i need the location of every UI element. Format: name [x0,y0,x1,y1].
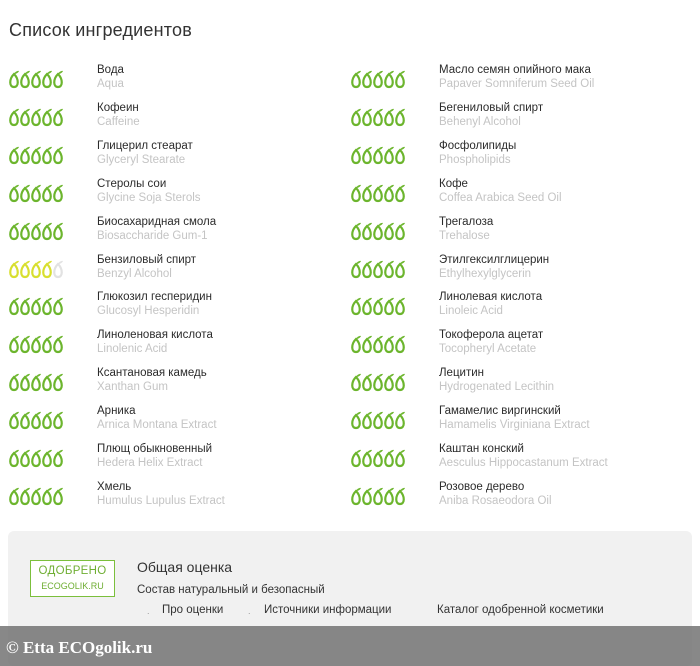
leaf-icon [396,412,405,428]
ingredient-name-ru: Гамамелис виргинский [439,405,561,417]
approved-badge[interactable] [30,560,115,597]
leaf-icon [396,374,405,390]
leaf-icon [352,298,361,314]
leaf-rating-icon [8,411,64,431]
badge-line2: ECOGOLIK.RU [41,581,104,591]
ingredient-name-ru: Масло семян опийного мака [439,64,591,76]
ingredient-item[interactable] [350,329,680,369]
leaf-icon [54,298,63,314]
ingredient-name-inci: Phospholipids [439,154,511,166]
ingredient-name-inci: Humulus Lupulus Extract [97,495,225,507]
link-about-ratings[interactable]: Про оценки [162,604,224,616]
ingredient-name-inci: Tocopheryl Acetate [439,343,537,355]
leaf-icon [374,488,383,504]
leaf-rating-icon [8,108,64,128]
ingredient-name-inci: Linoleic Acid [439,305,503,317]
leaf-icon [352,412,361,428]
leaf-icon [43,450,52,466]
leaf-icon [54,185,63,201]
ingredient-name-inci: Linolenic Acid [97,343,168,355]
leaf-icon [21,261,30,277]
leaf-icon [374,185,383,201]
leaf-icon [396,185,405,201]
ingredient-name-inci: Papaver Somniferum Seed Oil [439,78,595,90]
overall-rating-heading: Общая оценка [137,559,233,575]
leaf-icon [363,185,372,201]
leaf-icon [374,71,383,87]
leaf-rating-icon [8,184,64,204]
ingredient-name-ru: Розовое дерево [439,481,525,493]
ingredient-name-ru: Хмель [97,481,132,493]
leaf-icon [43,71,52,87]
leaf-icon [385,450,394,466]
leaf-icon [21,185,30,201]
leaf-icon [352,488,361,504]
leaf-icon [363,261,372,277]
ingredient-name-ru: Линолевая кислота [439,291,543,303]
leaf-icon [32,336,41,352]
leaf-icon [32,450,41,466]
ingredient-name-ru: Биосахаридная смола [97,216,217,228]
leaf-icon [396,298,405,314]
ingredient-rating [350,411,406,431]
ingredient-item[interactable] [8,405,338,445]
ingredient-name-inci: Hydrogenated Lecithin [439,381,555,393]
ingredient-rating [8,146,64,166]
ingredient-rating [350,108,406,128]
ingredient-name-inci: Hamamelis Virginiana Extract [439,419,590,431]
ingredient-item[interactable] [8,443,338,483]
leaf-icon [54,412,63,428]
ingredient-rating [350,335,406,355]
leaf-rating-icon [350,373,406,393]
ingredient-name-ru: Глюкозил гесперидин [97,291,212,303]
leaf-icon [32,374,41,390]
leaf-icon [374,109,383,125]
leaf-icon [363,374,372,390]
ingredient-rating [350,297,406,317]
leaf-icon [352,374,361,390]
ingredient-rating [8,108,64,128]
leaf-rating-icon [8,449,64,469]
leaf-rating-icon [350,449,406,469]
ingredient-name-inci: Behenyl Alcohol [439,116,521,128]
leaf-icon [385,412,394,428]
ingredient-rating [8,222,64,242]
ingredient-name-inci: Aniba Rosaeodora Oil [439,495,552,507]
leaf-icon [363,147,372,163]
leaf-icon [54,223,63,239]
leaf-icon [352,147,361,163]
ingredient-item[interactable] [350,291,680,331]
leaf-icon [363,223,372,239]
ingredient-item[interactable] [350,64,680,104]
leaf-icon [385,488,394,504]
leaf-rating-icon [350,108,406,128]
leaf-rating-icon [350,260,406,280]
ingredient-name-inci: Benzyl Alcohol [97,268,172,280]
leaf-rating-icon [8,487,64,507]
ingredient-rating [350,70,406,90]
leaf-icon [396,71,405,87]
ingredient-name-inci: Arnica Montana Extract [97,419,217,431]
leaf-icon [385,374,394,390]
ingredient-rating [8,297,64,317]
leaf-icon [54,109,63,125]
ingredient-name-ru: Кофе [439,178,468,190]
leaf-icon [32,298,41,314]
leaf-icon [32,261,41,277]
ingredient-name-ru: Линоленовая кислота [97,329,213,341]
leaf-icon [363,488,372,504]
ingredient-item[interactable] [8,329,338,369]
leaf-icon [363,412,372,428]
ingredient-name-ru: Ксантановая камедь [97,367,207,379]
leaf-icon [21,374,30,390]
ingredient-name-inci: Ethylhexylglycerin [439,268,532,280]
ingredient-rating [350,146,406,166]
leaf-icon [43,223,52,239]
leaf-icon [352,261,361,277]
leaf-icon [10,336,19,352]
leaf-icon [352,185,361,201]
ingredient-name-ru: Этилгексилглицерин [439,254,550,266]
leaf-icon [21,488,30,504]
leaf-icon [396,147,405,163]
page-title: Список ингредиентов [9,20,193,40]
leaf-icon [10,109,19,125]
leaf-icon [43,147,52,163]
ingredient-item[interactable] [350,405,680,445]
ingredient-name-ru: Каштан конский [439,443,524,455]
leaf-icon [396,336,405,352]
ingredient-item[interactable] [350,367,680,407]
leaf-icon [10,185,19,201]
leaf-rating-icon [8,297,64,317]
watermark-text: © Etta ECOgolik.ru [6,638,153,657]
leaf-icon [43,185,52,201]
leaf-icon [43,374,52,390]
link-bullet: . [147,606,150,616]
leaf-rating-icon [8,70,64,90]
ingredient-item[interactable] [8,367,338,407]
ingredient-rating [8,449,64,469]
leaf-icon [10,374,19,390]
link-approved-catalog[interactable]: Каталог одобренной косметики [437,604,604,616]
link-info-sources[interactable]: Источники информации [264,604,392,616]
ingredient-name-inci: Glyceryl Stearate [97,154,186,166]
ingredient-rating [8,260,64,280]
ingredient-item[interactable] [8,64,338,104]
leaf-icon [54,488,63,504]
leaf-icon [385,71,394,87]
leaf-icon [385,147,394,163]
leaf-icon [10,261,19,277]
ingredient-rating [8,335,64,355]
link-bullet: . [248,606,251,616]
leaf-icon [352,71,361,87]
leaf-icon [396,261,405,277]
ingredient-rating [8,411,64,431]
leaf-icon [21,71,30,87]
leaf-rating-icon [350,184,406,204]
leaf-icon [385,298,394,314]
ingredient-item[interactable] [8,481,338,521]
leaf-icon [396,488,405,504]
ingredient-name-inci: Trehalose [439,230,490,242]
leaf-icon [374,336,383,352]
ingredient-name-inci: Aesculus Hippocastanum Extract [439,457,608,469]
leaf-icon [54,450,63,466]
leaf-rating-icon [350,297,406,317]
ingredient-item[interactable] [350,216,680,256]
leaf-icon [21,336,30,352]
leaf-icon [363,450,372,466]
leaf-icon [32,488,41,504]
ingredient-item[interactable] [350,102,680,142]
ingredient-name-ru: Бегениловый спирт [439,102,544,114]
leaf-icon [54,147,63,163]
leaf-icon [10,71,19,87]
ingredient-name-inci: Hedera Helix Extract [97,457,203,469]
leaf-icon [43,261,52,277]
leaf-rating-icon [8,373,64,393]
leaf-icon [10,223,19,239]
leaf-icon [352,450,361,466]
leaf-icon [374,412,383,428]
leaf-icon [43,109,52,125]
ingredient-rating [8,373,64,393]
leaf-icon [10,147,19,163]
ingredient-name-ru: Фосфолипиды [439,140,517,152]
ingredient-rating [8,70,64,90]
leaf-icon [363,71,372,87]
leaf-icon [385,109,394,125]
leaf-rating-icon [350,146,406,166]
ingredient-item[interactable] [350,443,680,483]
badge-line1: ОДОБРЕНО [38,565,107,577]
ingredient-rating [8,487,64,507]
ingredient-rating [350,449,406,469]
leaf-icon [396,223,405,239]
leaf-icon [352,336,361,352]
ingredient-rating [350,260,406,280]
ingredient-name-ru: Стеролы сои [97,178,167,190]
leaf-icon [32,185,41,201]
leaf-icon [54,71,63,87]
leaf-rating-icon [8,222,64,242]
leaf-icon [32,147,41,163]
leaf-icon [352,223,361,239]
ingredient-item[interactable] [8,178,338,218]
ingredient-name-ru: Трегалоза [439,216,494,228]
ingredient-rating [350,222,406,242]
leaf-icon [363,109,372,125]
leaf-icon [43,298,52,314]
leaf-icon [21,298,30,314]
leaf-icon [32,223,41,239]
leaf-rating-icon [8,335,64,355]
ingredient-name-ru: Вода [97,64,124,76]
ingredient-name-ru: Плющ обыкновенный [97,443,213,455]
ingredient-name-ru: Кофеин [97,102,139,114]
ingredient-name-inci: Biosaccharide Gum-1 [97,230,208,242]
leaf-rating-icon [350,487,406,507]
leaf-icon [10,488,19,504]
leaf-icon [32,109,41,125]
ingredient-rating [350,487,406,507]
ingredient-name-ru: Арника [97,405,136,417]
leaf-icon [10,298,19,314]
verdict-text: Состав натуральный и безопасный [137,584,325,596]
ingredient-item[interactable] [350,178,680,218]
ingredient-name-inci: Aqua [97,78,124,90]
ingredient-name-inci: Coffea Arabica Seed Oil [439,192,562,204]
leaf-icon [10,412,19,428]
ingredient-item[interactable] [8,291,338,331]
leaf-icon [385,185,394,201]
ingredient-name-ru: Токоферола ацетат [439,329,544,341]
leaf-icon [374,450,383,466]
leaf-icon [396,109,405,125]
leaf-icon [54,336,63,352]
leaf-icon [385,261,394,277]
ingredient-item[interactable] [8,216,338,256]
leaf-icon [374,223,383,239]
leaf-icon [374,147,383,163]
leaf-icon [21,412,30,428]
leaf-icon [43,412,52,428]
leaf-rating-icon [350,411,406,431]
ingredient-name-inci: Xanthan Gum [97,381,168,393]
leaf-icon [32,71,41,87]
ingredient-rating [8,184,64,204]
ingredient-item[interactable] [8,140,338,180]
leaf-icon [374,261,383,277]
ingredient-item[interactable] [350,481,680,521]
ingredient-name-inci: Glucosyl Hesperidin [97,305,200,317]
leaf-icon [43,336,52,352]
ingredient-name-ru: Глицерил стеарат [97,140,193,152]
leaf-rating-icon [350,70,406,90]
leaf-icon [374,298,383,314]
leaf-icon [32,412,41,428]
leaf-icon [374,374,383,390]
leaf-icon [54,261,63,277]
leaf-icon [363,336,372,352]
leaf-icon [10,450,19,466]
leaf-icon [54,374,63,390]
ingredient-name-inci: Caffeine [97,116,140,128]
watermark-bar [0,626,700,666]
ingredient-item[interactable] [8,102,338,142]
leaf-icon [385,223,394,239]
leaf-icon [385,336,394,352]
leaf-icon [363,298,372,314]
ingredient-name-ru: Лецитин [439,367,484,379]
leaf-icon [396,450,405,466]
ingredient-item[interactable] [350,140,680,180]
leaf-rating-icon [8,260,64,280]
ingredient-rating [350,373,406,393]
ingredient-rating [350,184,406,204]
leaf-rating-icon [350,335,406,355]
leaf-icon [21,147,30,163]
leaf-icon [21,223,30,239]
ingredient-item[interactable] [350,254,680,294]
leaf-rating-icon [8,146,64,166]
ingredient-item[interactable] [8,254,338,294]
leaf-icon [21,109,30,125]
leaf-icon [21,450,30,466]
leaf-icon [43,488,52,504]
leaf-rating-icon [350,222,406,242]
leaf-icon [352,109,361,125]
ingredient-name-ru: Бензиловый спирт [97,254,197,266]
ingredient-name-inci: Glycine Soja Sterols [97,192,201,204]
